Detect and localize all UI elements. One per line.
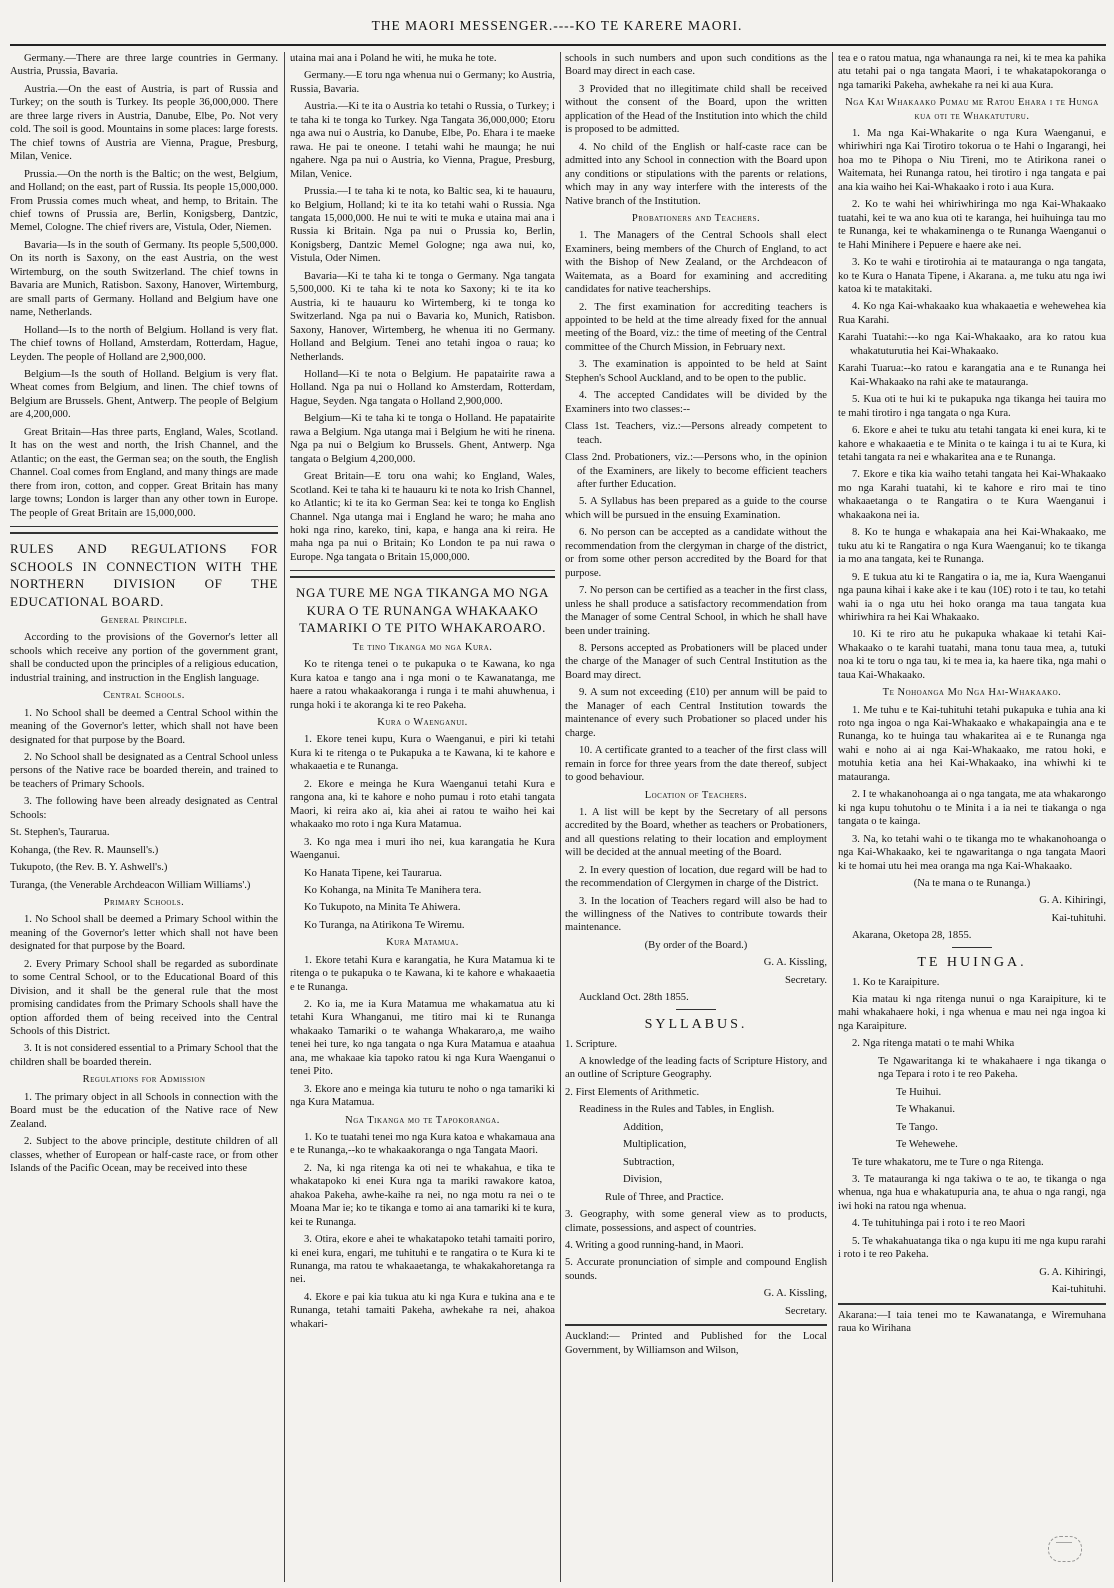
section-heading: Nga Tikanga mo te Tapokoranga. — [345, 1114, 500, 1126]
paragraph: 3. Ekore ano e meinga kia tuturu te noho o nga tamariki ki nga Kura Matamua. — [290, 1083, 555, 1109]
paragraph: Kohanga, (the Rev. R. Maunsell's.) — [10, 844, 159, 856]
paragraph: Turanga, (the Venerable Archdeacon William Williams'.) — [10, 879, 251, 891]
section-heading: Kura Matamua. — [386, 937, 459, 949]
article-title: TE HUINGA. — [917, 954, 1027, 970]
paragraph: 3. Te matauranga ki nga takiwa o te ao, te tikanga o nga whenua, nga hua e whakatupuria ana, te ahua o nga rangi, nga iwi hoki na ratou nga whenua. — [838, 1174, 1106, 1212]
paragraph: (By order of the Board.) — [644, 939, 748, 951]
paragraph: 1. Scripture. — [565, 1038, 618, 1050]
paragraph: Te Huihui. — [896, 1086, 942, 1098]
paragraph: Kai-tuhituhi. — [1051, 1284, 1106, 1296]
paragraph: Addition, — [623, 1121, 664, 1133]
paragraph: Tukupoto, (the Rev. B. Y. Ashwell's.) — [10, 862, 168, 874]
paragraph: Te Ngawaritanga ki te whakahaere i nga tikanga o nga Tepara i roto i te reo Pakeha. — [878, 1055, 1106, 1081]
ornamental-rule — [10, 526, 278, 534]
paragraph: 1. Ekore tetahi Kura e karangatia, he Kura Matamua ki te ritenga o te pukapuka o te Kawana, ki te kahore e whakaaetia e te Runanga. — [290, 954, 555, 993]
paragraph: Great Britain—Has three parts, England, Wales, Scotland. It has on the west and north, the Irish Channel, and the Atlantic; on the east, the German sea; on the south, the English Channel. Coal comes from England, and many things are made there from iron, cotton, and copper. Great Britain has many large towns; London is larger than any other town in Europe. The people of Great Britain are 15,000,000. — [10, 426, 278, 519]
short-rule — [952, 947, 992, 948]
paragraph: G. A. Kihiringi, — [1039, 1266, 1106, 1278]
paragraph: Belgium—Ki te taha ki te tonga o Holland. He papatairite rawa a Belgium. Nga utanga mai i Belgium he witi he rinena. Nga pa nui o Belgium ko Brussels. Ghent, Antwerp. Nga tangata o Belgium 4,200,000. — [290, 413, 555, 465]
paragraph: 4. Writing a good running-hand, in Maori. — [565, 1239, 744, 1251]
paragraph: 2. The first examination for accrediting teachers is appointed to be held at the time already fixed for the annual meeting of the Board, viz.: the time of meeting of the Central committee of the Church Mission, in February next. — [565, 301, 827, 353]
article-title: RULES AND REGULATIONS FOR SCHOOLS IN CONNECTION WITH THE NORTHERN DIVISION OF THE EDUCATIONAL BOARD. — [10, 540, 278, 609]
paragraph: Te Whakanui. — [896, 1104, 956, 1116]
paragraph: 4. Ko nga Kai-whakaako kua whakaaetia e wehewehea kia Rua Karahi. — [838, 301, 1106, 326]
paragraph: 1. The Managers of the Central Schools shall elect Examiners, being members of the Church of England, to act with the Bishop of New Zealand, or the Archdeacon of Waitemata, as a Board for examining and accrediting candidates for native teacherships. — [565, 230, 827, 296]
paragraph: 7. No person can be certified as a teacher in the first class, unless he shall produce a satisfactory recommendation from the Manager of some Central School, in which he shall have been under training. — [565, 585, 827, 637]
paragraph: 4. Ekore e pai kia tukua atu ki nga Kura e tukina ana e te Runanga, tetahi tamaiti Pakeha, awhekahe ra nei, ahakoa whakari- — [290, 1291, 555, 1330]
paragraph: 2. First Elements of Arithmetic. — [565, 1086, 700, 1098]
section-heading: Central Schools. — [103, 690, 185, 702]
paragraph: 1. No School shall be deemed a Primary School within the meaning of the Governor's letter which shall not have been designated for that purpose by the Board. — [10, 914, 278, 953]
paragraph: Austria.—On the east of Austria, is part of Russia and Turkey; on the south is Turkey. Its people 36,000,000. There are three large rivers in Austria, Danube, Elbe, Po. Not very cold. The soil is good. Mountains in some places: large forests. The chief towns of Austria are Vienna, Prague, Presburg, Milan, Venice. — [10, 83, 278, 163]
paragraph: 1. Ko te tuatahi tenei mo nga Kura katoa e whakamaua ana e te Runanga,--ko te whakaakoranga o nga Tangata Maori. — [290, 1131, 555, 1157]
column-rule — [284, 52, 285, 1582]
paragraph: Te Tango. — [896, 1121, 938, 1133]
imprint: Auckland:— Printed and Published for the Local Government, by Williamson and Wilson, — [565, 1324, 827, 1357]
paragraph: 2. Ko te wahi hei whiriwhiringa mo nga Kai-Whakaako tuatahi, kei te wa ano kua oti te karanga, hei huihuinga tau mo te Runanga, kei te whakaminenga o te Runanga Waenganui o te Hahi Minihere i Pepuere e haere ake nei. — [838, 199, 1106, 251]
section-heading: Location of Teachers. — [644, 789, 748, 801]
paragraph: 4. No child of the English or half-caste race can be admitted into any School in connection with the Board upon any conditions or stipulations with the parents or relations, which may in any way interfere with the interests of the Native branch of the Institution. — [565, 141, 827, 207]
paragraph: 1. Ko te Karaipiture. — [852, 976, 940, 988]
paragraph: 9. E tukua atu ki te Rangatira o ia, me ia, Kura Waenganui nga pauna kihai i kake ake i te kau (10£) roto i te tau, ko tetahi wahi ia o nga utu hei hoko oranga ma taua tangata kua whiriwhira ra hei Kai Whakaako. — [838, 571, 1106, 623]
paragraph: Class 1st. Teachers, viz.:—Persons already competent to teach. — [565, 421, 827, 446]
paragraph: Karahi Tuarua:--ko ratou e karangatia ana e te Runanga hei Kai-Whakaako na rahi ake te matauranga. — [838, 363, 1106, 388]
paragraph: 5. Te whakahuatanga tika o nga kupu iti me nga kupu rarahi i roto i te reo Pakeha. — [838, 1235, 1106, 1261]
paragraph: 3. Ko te wahi e tirotirohia ai te matauranga o nga tangata, ko te Kura o Hanata Tipene, i Akarana. a, me tuku atu nga iwi katoa ki te matakitaki. — [838, 257, 1106, 295]
paragraph: Auckland Oct. 28th 1855. — [579, 992, 689, 1004]
paragraph: Te Wehewehe. — [896, 1139, 958, 1151]
paragraph: Ko Turanga, na Atirikona Te Wiremu. — [304, 919, 465, 931]
paragraph: Holland—Is to the north of Belgium. Holland is very flat. The chief towns of Holland, Amsterdam, Rotterdam, Hague, Leyden. The people of Holland are 2,900,000. — [10, 324, 278, 363]
paragraph: Kia matau ki nga ritenga nunui o nga Karaipiture, ki te mahi whakahaere hoki, i nga whenua e mau nei nga ingoa ki nga Karaipiture. — [838, 994, 1106, 1032]
column-4 — [838, 52, 1106, 1582]
paragraph: Germany.—E toru nga whenua nui o Germany; ko Austria, Russia, Bavaria. — [290, 70, 555, 95]
paragraph: 3. The examination is appointed to be held at Saint Stephen's School Auckland, and to be open to the public. — [565, 359, 827, 384]
paragraph: 3. In the location of Teachers regard will also be had to the willingness of the Natives to contribute towards their maintenance. — [565, 895, 827, 934]
paragraph: Prussia.—On the north is the Baltic; on the west, Belgium, and Holland; on the east, part of Russia. Its people 15,000,000. From Prussia comes much wheat, and hemp, to Britain. The chief towns of Prussia are, Berlin, Konigsberg, Dantzic, Memel, Cologne. The chief rivers are, Vistula, Oder, Niemen. — [10, 168, 278, 234]
paragraph: 3. Otira, ekore e ahei te whakatapoko tetahi tamaiti poriro, ki enei kura, engari, me tuhituhi e te rangatira o te Kura ki te Runanga, ma ratou te whakaaetanga, te whakakahoretanga ra nei. — [290, 1234, 555, 1286]
paragraph: 4. The accepted Candidates will be divided by the Examiners into two classes:-- — [565, 390, 827, 415]
imprint: Akarana:—I taia tenei mo te Kawanatanga, e Wiremuhana raua ko Wirihana — [838, 1303, 1106, 1336]
article-title: NGA TURE ME NGA TIKANGA MO NGA KURA O TE RUNANGA WHAKAAKO TAMARIKI O TE PITO WHAKAROARO. — [296, 585, 549, 636]
paragraph: 3. Geography, with some general view as to products, climate, possessions, and aspect of countries. — [565, 1209, 827, 1234]
paragraph: 3. Na, ko tetahi wahi o te tikanga mo te whakanohoanga o nga Kai-Whakaako, kei te ngawaritanga o nga tangata Maori ki te homai utu hei mea oranga ma nga Kai-Whakaako. — [838, 833, 1106, 872]
paragraph: Prussia.—I te taha ki te nota, ko Baltic sea, ki te hauauru, ko Belgium, Holland; ki te ita ko tetahi wahi o Russia. Nga tangata 15,000,000. He nui te witi te muka e utaina mai ana i Russia ki Britain. Nga pa nui o Prussia ko, Berlin, Konigsberg, Dantzic Memel Gologne; nga awa nui, ko, Vistula, Oder Nimen. — [290, 186, 555, 265]
paragraph: 6. Ekore e ahei te tuku atu tetahi tangata ki enei kura, ki te kahore e whakaaetia e te Minita o te kainga i tu ai te Kura, ki tetahi tangata ra nei e whakaritea ana e te Runanga. — [838, 425, 1106, 463]
paragraph: 2. Na, ki nga ritenga ka oti nei te whakahua, e tika te whakatapoko ki enei Kura nga ta mariki rawakore katoa, ahakoa Pakeha, awhe-kaihe ra nei, no nga motu ra nei o te Moana Mar ie; ko te tikanga e tomo ai ana tamariki ki te kura, kei te Runanga. — [290, 1162, 555, 1228]
section-heading: Nga Kai Whakaako Pumau me Ratou Ehara i te Hunga kua oti te Whakatuturu. — [845, 97, 1099, 122]
paragraph: (Na te mana o te Runanga.) — [913, 878, 1031, 889]
paragraph: 2. Every Primary School shall be regarded as subordinate to some Central School, or to the Educational Board of this Division, and it shall be the general rule that the most promising candidates from the Primary Schools shall have the option afforded them of being received into the Central Schools of this District. — [10, 958, 278, 1037]
paragraph: 4. Te tuhituhinga pai i roto i te reo Maori — [852, 1218, 1026, 1230]
paragraph: 2. Ko ia, me ia Kura Matamua me whakamatua atu ki tetahi Kura Whanganui, me titiro mai ki te Runanga whakaako Tamariki o te wahanga Whakararo,a, me waiho tenei hei ture, ko nga tangata o nga Kura Matamua e ataahua ana, me whakaae kia tapoko ratou ki nga Kura Waenganui o tenei Pito. — [290, 999, 555, 1078]
paragraph: Te ture whakatoru, me te Ture o nga Ritenga. — [852, 1156, 1044, 1168]
paragraph: Ko te ritenga tenei o te pukapuka o te Kawana, ko nga Kura katoa e tango ana i nga moni o te Kawanatanga, me haere a ratou whakaakoranga i runga i te mahi ahuwhenua, i runga hoki i te akoranga ki te reo Pakeha. — [290, 659, 555, 711]
section-heading: Te Nohoanga Mo Nga Hai-Whakaako. — [882, 687, 1062, 699]
article-title: SYLLABUS. — [644, 1016, 748, 1032]
paragraph: 8. Ko te hunga e whakapaia ana hei Kai-Whakaako, me tuku atu ki te Rangatira o nga Kura Waenganui; ko te tikanga ia mo ana tangata, kei te Runanga. — [838, 527, 1106, 566]
paragraph: Subtraction, — [623, 1156, 675, 1168]
paragraph: 3. It is not considered essential to a Primary School that the children shall be boarded therein. — [10, 1043, 278, 1068]
paragraph: 3. The following have been already designated as Central Schools: — [10, 796, 278, 821]
column-3 — [565, 52, 827, 1582]
ornamental-rule — [290, 570, 555, 578]
paragraph: Ko Tukupoto, na Minita Te Ahiwera. — [304, 902, 461, 914]
paragraph: St. Stephen's, Taurarua. — [10, 827, 110, 839]
paragraph: 3 Provided that no illegitimate child shall be received without the consent of the Board, upon the written application of the Head of the Institution into which the child is proposed to be admitted. — [565, 83, 827, 136]
column-rule — [560, 52, 561, 1582]
section-heading: Primary Schools. — [103, 897, 185, 909]
paragraph: 3. Ko nga mea i muri iho nei, kua karangatia he Kura Waenganui. — [290, 836, 555, 862]
paragraph: Holland—Ki te nota o Belgium. He papatairite rawa a Holland. Nga pa nui o Holland ko Amsterdam, Rotterdam, Hague, Seyden. Nga tangata o Holland 2,900,000. — [290, 368, 555, 407]
paragraph: Secretary. — [785, 974, 827, 986]
paragraph: 1. Ma nga Kai-Whakarite o nga Kura Waenganui, e whiriwhiri nga Kai Tirotiro tokorua o te Hahi o Ingarangi, hei hoa mo te Pihopa o Niu Tireni, mo te Atirikona ranei o Waitemata, hei Runanga ratou, hei tirotiro i nga tangata e pai ana kia waiho hei Kai-Whakaako i roto i aua Kura. — [838, 128, 1106, 193]
paragraph: 8. Persons accepted as Probationers will be placed under the charge of the Manager of such Central Institution as the Board may direct. — [565, 643, 827, 681]
paragraph: Bavaria—Is in the south of Germany. Its people 5,500,000. On its north is Saxony, on the east Austria, on the west Wirtemburg, on the south Switzerland. The chief towns in Bavaria are Munich, Ratisbon. Saxony, Hanover, Wirtemburg, are small parts of Germany. Holland and Belgium have one name, Netherlands. — [10, 239, 278, 319]
paragraph: G. A. Kissling, — [763, 957, 827, 969]
paragraph: Austria.—Ki te ita o Austria ko tetahi o Russia, o Turkey; i te taha ki te tonga ko Turkey. Nga Tangata 36,000,000; Etoru nga awa nui o Austria, ko Danube, Elbe, Po. Ehara i te maeke rawa. He pai te oneone. I tetahi wahi he maunga; he nui ngahere. Nga pa nui o Austria, ko Vienna, Prague, Presburg, Milan, Venice. — [290, 101, 555, 180]
paragraph: 1. The primary object in all Schools in connection with the Board must be the education of the Native race of New Zealand. — [10, 1091, 278, 1130]
paragraph: Division, — [623, 1174, 663, 1186]
paragraph: Bavaria—Ki te taha ki te tonga o Germany. Nga tangata 5,500,000. Ki te taha ki te nota ko Saxony; ki te ita ko Austria, ki te hauauru ko Wirtemberg, ki te tonga ko Switzerland. Nga pa nui o Bavaria ko, Munich, Ratisbon. Saxony, Hanover, Wirtemberg, he whenua iti no Germany. Holland and Belgium. Tenei ano tetahi ingoa o raua; ko Netherlands. — [290, 270, 555, 363]
paragraph: 2. No School shall be designated as a Central School unless persons of the Native race be boarded therein, and trained to be teachers of Primary Schools. — [10, 751, 278, 790]
paragraph: 2. In every question of location, due regard will be had to the recommendation of Clergymen in charge of the District. — [565, 864, 827, 890]
paragraph: 2. Nga ritenga matati o te mahi Whika — [852, 1038, 1015, 1050]
paragraph: G. A. Kissling, — [763, 1288, 827, 1300]
section-heading: Probationers and Teachers. — [631, 212, 761, 224]
paragraph: According to the provisions of the Governor's letter all schools which receive any portion of the government grant, shall be conducted upon the principles of a religious education, industrial training, and instruction in the English language. — [10, 632, 278, 684]
paragraph: Germany.—There are three large countries in Germany. Austria, Prussia, Bavaria. — [10, 53, 278, 78]
paragraph: tea e o ratou matua, nga whanaunga ra nei, ki te mea ka pahika atu tetahi pai o nga tangata Maori, i te whakatapokoranga o nga tamariki Pakeha, awhekahe ra nei ki aua Kura. — [838, 53, 1106, 91]
library-stamp-mark — [1042, 1530, 1088, 1570]
paragraph: 2. Ekore e meinga he Kura Waenganui tetahi Kura e rangona ana, ki te kahore e noho pumau i roto etahi tangata Maori, ki reira ako ai, kia ahei ai ratou te waiho hei kai whakaako mo roto i nga Kura Matamua. — [290, 778, 555, 831]
paragraph: 9. A sum not exceeding (£10) per annum will be paid to the Manager of each Central Institution towards the maintenance of every such Probationer so placed under his charge. — [565, 687, 827, 739]
paragraph: 5. A Syllabus has been prepared as a guide to the course which will be pursued in the ensuing Examination. — [565, 496, 827, 521]
section-heading: Kura o Waenganui. — [377, 717, 468, 729]
paragraph: 1. A list will be kept by the Secretary of all persons accredited by the Board, whether as teachers or Probationers, and all questions relating to their location and employment will be decided at the annual meeting of the Board. — [565, 806, 827, 859]
section-heading: Te tino Tikanga mo nga Kura. — [352, 641, 493, 653]
short-rule — [676, 1009, 716, 1010]
paragraph: Great Britain—E toru ona wahi; ko England, Wales, Scotland. Kei te taha ki te hauauru ki te nota ko Irish Channel, ko Atlantic; ki te ita ko German Sea: kei te tonga ko English Channel. Nga utanga mai i England he waro; he maha ano hoki nga rino, kareko, tini, kapa, e hanga ana ki reira. He maha nga pa nui o Britain; Ko London te pa nui rawa o Europe. Nga tangata o Britain 15,000,000. — [290, 471, 555, 563]
section-heading: General Principle. — [100, 615, 188, 627]
paragraph: 7. Ekore e tika kia waiho tetahi tangata hei Kai-Whakaako mo nga Karahi tuatahi, ki te kahore e riro mai te tino whakaaetanga o te Rangatira o te Kura Waenganui i whakaakona nei ia. — [838, 469, 1106, 521]
paragraph: 10. A certificate granted to a teacher of the first class will remain in force for three years from the date thereof, subject to good behaviour. — [565, 745, 827, 784]
paragraph: Rule of Three, and Practice. — [605, 1191, 724, 1203]
paragraph: Kai-tuhituhi. — [1051, 912, 1106, 924]
paragraph: 1. Me tuhu e te Kai-tuhituhi tetahi pukapuka e tuhia ana ki roto nga ingoa o nga Kai-Whakaako e whakapaingia ana e te Runanga, ko te huinga tau whakaritea ai e te Runanga nga wahi e noho ai ai nga Kai-Whakaako, me ratou hoki, e motuhia ketia ana hei Kai-Whakaako, ina whiwhi ki te matauranga. — [838, 704, 1106, 783]
paragraph: Akarana, Oketopa 28, 1855. — [852, 930, 972, 942]
paragraph: schools in such numbers and upon such conditions as the Board may direct in each case. — [565, 53, 827, 78]
paragraph: Ko Kohanga, na Minita Te Manihera tera. — [304, 884, 482, 896]
column-1 — [10, 52, 278, 1582]
header-rule — [10, 44, 1106, 46]
paragraph: 2. Subject to the above principle, destitute children of all classes, whether of European or half-caste race, or from other Islands of the Pacific Ocean, may be received into these — [10, 1136, 278, 1174]
paragraph: 5. Kua oti te hui ki te pukapuka nga tikanga hei tauira mo te mahi tirotiro i nga tangata o nga Kura. — [838, 394, 1106, 419]
column-rule — [832, 52, 833, 1582]
paragraph: Karahi Tuatahi:---ko nga Kai-Whakaako, ara ko ratou kua whakatuturutia hei Kai-Whakaako. — [838, 332, 1106, 357]
paragraph: Multiplication, — [623, 1139, 687, 1151]
paragraph: A knowledge of the leading facts of Scripture History, and an outline of Scripture Geography. — [565, 1055, 827, 1081]
paragraph: 1. Ekore tenei kupu, Kura o Waenganui, e piri ki tetahi Kura ki te ritenga o te Pukapuka a te Kawana, ki te kahore e whakaaetia e te Runanga. — [290, 734, 555, 773]
paragraph: Ko Hanata Tipene, kei Taurarua. — [304, 867, 442, 879]
paragraph: 1. No School shall be deemed a Central School within the meaning of the Governor's letter, which shall not have been designated for that purpose by the Board. — [10, 707, 278, 746]
paragraph: Readiness in the Rules and Tables, in English. — [579, 1104, 775, 1116]
paragraph: utaina mai ana i Poland he witi, he muka he tote. — [290, 53, 497, 64]
paragraph: Class 2nd. Probationers, viz.:—Persons who, in the opinion of the Examiners, are likely to become efficient teachers after further Education. — [565, 452, 827, 491]
paragraph: 5. Accurate pronunciation of simple and compound English sounds. — [565, 1257, 827, 1282]
paragraph: 6. No person can be accepted as a candidate without the recommendation from the clergyman in charge of the district, or from some other person accredited by the Board for that purpose. — [565, 527, 827, 579]
paragraph: Secretary. — [785, 1305, 827, 1317]
paragraph: 2. I te whakanohoanga ai o nga tangata, me ata whakarongo ki nga kupu tohutohu o te Minita i a ia nei te tiakanga o nga tangata o te kainga. — [838, 789, 1106, 828]
column-2 — [290, 52, 555, 1582]
paragraph: G. A. Kihiringi, — [1039, 895, 1106, 907]
paragraph: Belgium—Is the south of Holland. Belgium is very flat. Wheat comes from Belgium, and linen. The chief towns of Belgium are Brussels. Ghent, Antwerp. The people of Belgium are 4,200,000. — [10, 368, 278, 421]
section-heading: Regulations for Admission — [82, 1074, 206, 1086]
paragraph: 10. Ki te riro atu he pukapuka whakaae ki tetahi Kai-Whakaako o te karahi tuatahi, mana tonu taua mea, a, tutuki noa ki te toru o nga tau, ki te mea ia, ka haere tika, nga mahi o taua Kai-Whakaako. — [838, 629, 1106, 681]
running-head: THE MAORI MESSENGER.----KO TE KARERE MAORI. — [371, 18, 743, 33]
